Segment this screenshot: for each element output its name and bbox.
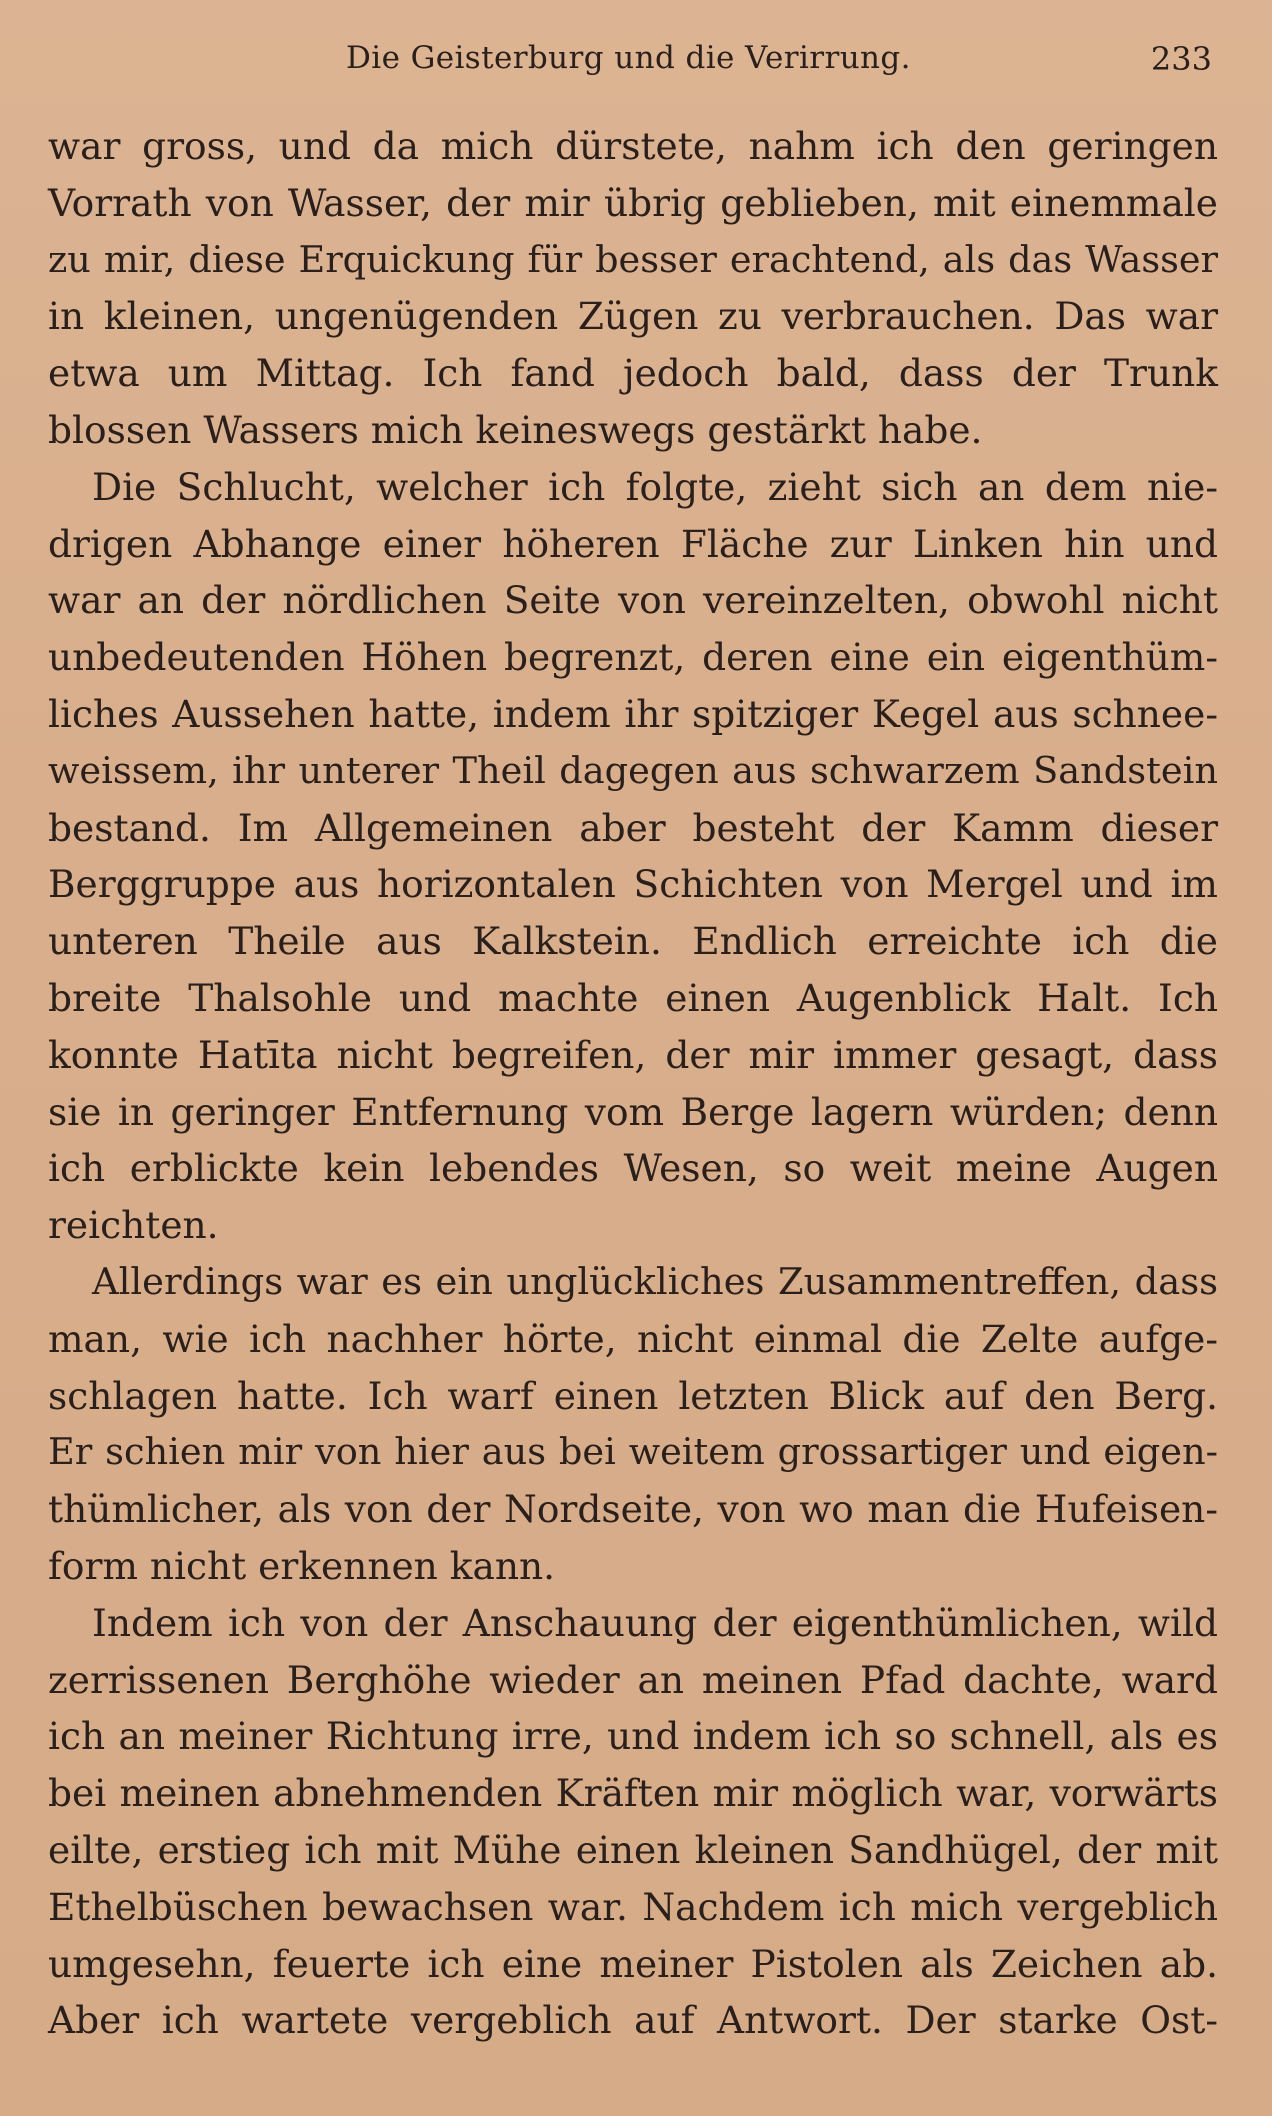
text-line: zu mir, diese Erquickung für besser erachtend, als das Wasser: [48, 237, 1218, 281]
text-line: Indem ich von der Anschauung der eigenthümlichen, wild: [92, 1600, 1218, 1645]
body-text: [48, 118, 1218, 2049]
running-header-title: Die Geisterburg und die Verirrung.: [346, 40, 911, 76]
text-line: drigen Abhange einer höheren Fläche zur Linken hin und: [48, 521, 1218, 566]
text-line: schlagen hatte. Ich warf einen letzten Blick auf den Berg.: [48, 1373, 1218, 1418]
text-line: ich erblickte kein lebendes Wesen, so weit meine Augen: [48, 1146, 1218, 1191]
text-line: bei meinen abnehmenden Kräften mir möglich war, vorwärts: [48, 1771, 1218, 1816]
text-line: man, wie ich nachher hörte, nicht einmal die Zelte aufge-: [48, 1316, 1218, 1361]
text-line: bestand. Im Allgemeinen aber besteht der Kamm dieser: [48, 805, 1218, 850]
text-line: Berggruppe aus horizontalen Schichten von Mergel und im: [48, 862, 1218, 907]
text-line: ich an meiner Richtung irre, und indem ich so schnell, als es: [48, 1714, 1218, 1759]
text-line: Er schien mir von hier aus bei weitem grossartiger und eigen-: [48, 1430, 1218, 1474]
text-line: konnte Hatīta nicht begreifen, der mir immer gesagt, dass: [48, 1032, 1218, 1077]
text-line: etwa um Mittag. Ich fand jedoch bald, dass der Trunk: [48, 351, 1218, 396]
text-line: unbedeutenden Höhen begrenzt, deren eine ein eigenthüm-: [48, 635, 1218, 680]
text-line: thümlicher, als von der Nordseite, von wo man die Hufeisen-: [48, 1487, 1218, 1532]
running-header: [0, 40, 1272, 84]
text-line: Vorrath von Wasser, der mir übrig geblieben, mit einemmale: [48, 180, 1218, 225]
text-line: weissem, ihr unterer Theil dagegen aus schwarzem Sandstein: [48, 748, 1218, 792]
text-line: war an der nördlichen Seite von vereinzelten, obwohl nicht: [48, 578, 1218, 623]
text-line: form nicht erkennen kann.: [48, 1543, 556, 1588]
text-line: zerrissenen Berghöhe wieder an meinen Pfad dachte, ward: [48, 1657, 1218, 1702]
text-line: liches Aussehen hatte, indem ihr spitziger Kegel aus schnee-: [48, 691, 1218, 736]
text-line: sie in geringer Entfernung vom Berge lagern würden; denn: [48, 1089, 1218, 1134]
text-line: umgesehn, feuerte ich eine meiner Pistolen als Zeichen ab.: [48, 1941, 1218, 1986]
text-line: Die Schlucht, welcher ich folgte, zieht sich an dem nie-: [92, 464, 1218, 509]
text-line: Ethelbüschen bewachsen war. Nachdem ich mich vergeblich: [48, 1884, 1218, 1929]
text-line: in kleinen, ungenügenden Zügen zu verbrauchen. Das war: [48, 294, 1218, 339]
text-line: unteren Theile aus Kalkstein. Endlich erreichte ich die: [48, 919, 1218, 964]
text-line: breite Thalsohle und machte einen Augenblick Halt. Ich: [48, 975, 1218, 1020]
text-line: Aber ich wartete vergeblich auf Antwort. Der starke Ost-: [48, 1998, 1218, 2043]
page-number: 233: [1150, 40, 1212, 78]
text-line: blossen Wassers mich keineswegs gestärkt habe.: [48, 407, 983, 452]
text-line: eilte, erstieg ich mit Mühe einen kleinen Sandhügel, der mit: [48, 1827, 1218, 1872]
text-line: Allerdings war es ein unglückliches Zusammentreffen, dass: [92, 1259, 1218, 1303]
text-line: reichten.: [48, 1203, 219, 1248]
text-line: war gross, und da mich dürstete, nahm ich den geringen: [48, 124, 1218, 168]
